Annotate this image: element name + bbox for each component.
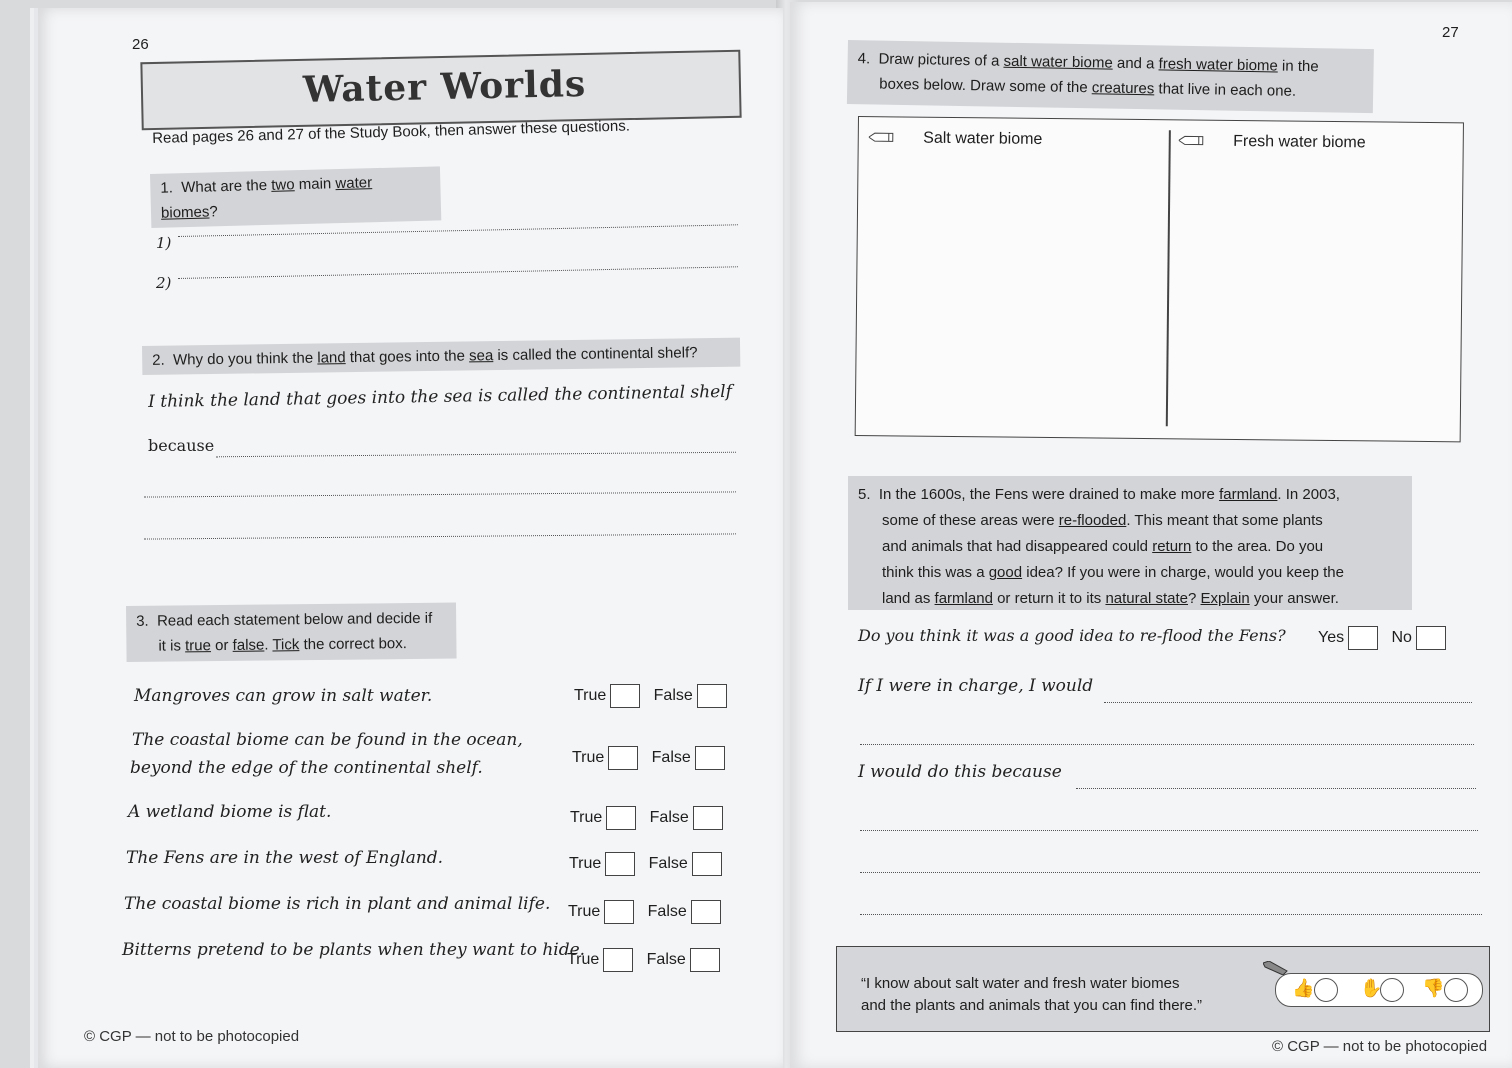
question-4: 4. Draw pictures of a salt water biome and a fresh water biome in the boxes below. Draw some of the creatures that live in each one.	[847, 40, 1374, 113]
false-checkbox[interactable]	[690, 948, 720, 972]
pencil-icon	[869, 132, 895, 142]
thumbs-down-icon: 👎	[1422, 978, 1445, 998]
answer-1-line[interactable]	[178, 224, 738, 237]
pencil-icon	[1179, 135, 1205, 145]
true-false-row-5: True False	[568, 900, 721, 924]
page-title: Water Worlds	[302, 62, 587, 111]
answer-5c-line[interactable]	[1076, 788, 1476, 789]
because-prompt: I would do this because	[858, 762, 1062, 782]
true-checkbox[interactable]	[605, 852, 635, 876]
false-checkbox[interactable]	[693, 806, 723, 830]
left-page	[38, 8, 783, 1068]
salt-water-box[interactable]	[869, 129, 1043, 149]
biome-divider	[1166, 130, 1171, 426]
drawing-area	[855, 116, 1464, 442]
answer-5e-line[interactable]	[860, 872, 1480, 873]
summary-box	[836, 946, 1490, 1032]
self-assessment-rating	[1275, 973, 1483, 1007]
statement-5: The coastal biome is rich in plant and animal life.	[124, 894, 551, 914]
true-false-row-6: True False	[567, 948, 720, 972]
answer-2-line[interactable]	[178, 266, 738, 279]
rating-circle-bad[interactable]	[1444, 978, 1468, 1002]
fresh-water-label: Fresh water biome	[1233, 132, 1366, 152]
in-charge-prompt: If I were in charge, I would	[858, 676, 1094, 696]
answer-1-label: 1)	[156, 234, 172, 252]
true-false-row-2: True False	[572, 746, 725, 770]
page-number: 27	[1442, 24, 1459, 41]
question-2: 2. Why do you think the land that goes into the sea is called the continental shelf?	[142, 338, 740, 375]
false-checkbox[interactable]	[695, 746, 725, 770]
title-banner	[140, 50, 741, 131]
summary-statement: “I know about salt water and fresh water biomes and the plants and animals that you can find there.”	[861, 975, 1203, 1014]
right-page	[790, 2, 1512, 1068]
false-checkbox[interactable]	[692, 852, 722, 876]
question-3: 3. Read each statement below and decide if it is true or false. Tick the correct box.	[126, 603, 457, 662]
true-false-row-3: True False	[570, 806, 723, 830]
thumbs-up-icon: 👍	[1292, 978, 1315, 998]
question-5: 5. In the 1600s, the Fens were drained to make more farmland. In 2003, some of these areas were re-flooded. This meant that some plants and animals that had disappeared could return to the area. Do you think this was a good idea? If you were in charge, would you keep the land as farmland or return it to its natural state? Explain your answer.	[848, 476, 1412, 610]
statement-2: The coastal biome can be found in the ocean,	[132, 730, 523, 750]
answer-2b-line[interactable]	[144, 491, 736, 497]
true-checkbox[interactable]	[610, 684, 640, 708]
answer-2-label: 2)	[156, 274, 172, 292]
true-checkbox[interactable]	[604, 900, 634, 924]
statement-4: The Fens are in the west of England.	[126, 848, 444, 868]
answer-5d-line[interactable]	[860, 830, 1478, 831]
false-checkbox[interactable]	[697, 684, 727, 708]
question-1: 1. What are the two main water biomes?	[150, 166, 441, 228]
page-number: 26	[132, 36, 149, 53]
true-false-row-1: True False	[574, 684, 727, 708]
answer-5a-line[interactable]	[1104, 702, 1472, 703]
salt-water-label: Salt water biome	[923, 129, 1043, 148]
answer-5f-line[interactable]	[860, 914, 1482, 915]
rating-circle-ok[interactable]	[1380, 978, 1404, 1002]
answer-2c-line[interactable]	[144, 533, 736, 539]
pencil-icon	[1263, 961, 1289, 975]
true-checkbox[interactable]	[608, 746, 638, 770]
answer-2a-line[interactable]	[216, 452, 736, 458]
fresh-water-box[interactable]	[1179, 132, 1366, 152]
statement-6: Bitterns pretend to be plants when they want to hide.	[122, 940, 586, 960]
statement-3: A wetland biome is flat.	[128, 802, 332, 822]
yes-no-row: Yes No	[1318, 626, 1446, 650]
question-5-prompt: Do you think it was a good idea to re-flood the Fens?	[858, 626, 1286, 645]
statement-2-line2: beyond the edge of the continental shelf.	[130, 758, 483, 778]
intro-text: Read pages 26 and 27 of the Study Book, then answer these questions.	[152, 117, 631, 147]
yes-checkbox[interactable]	[1348, 626, 1378, 650]
false-checkbox[interactable]	[691, 900, 721, 924]
copyright-footer: © CGP — not to be photocopied	[84, 1028, 300, 1045]
true-checkbox[interactable]	[606, 806, 636, 830]
answer-5b-line[interactable]	[860, 744, 1474, 745]
question-2-because: because	[148, 436, 215, 455]
true-false-row-4: True False	[569, 852, 722, 876]
question-2-prompt: I think the land that goes into the sea is called the continental shelf	[148, 381, 733, 412]
thumbs-sideways-icon: ✋	[1360, 978, 1383, 998]
true-checkbox[interactable]	[603, 948, 633, 972]
statement-1: Mangroves can grow in salt water.	[134, 686, 433, 706]
copyright-footer: © CGP — not to be photocopied	[1272, 1038, 1488, 1055]
no-checkbox[interactable]	[1416, 626, 1446, 650]
rating-circle-good[interactable]	[1314, 978, 1338, 1002]
